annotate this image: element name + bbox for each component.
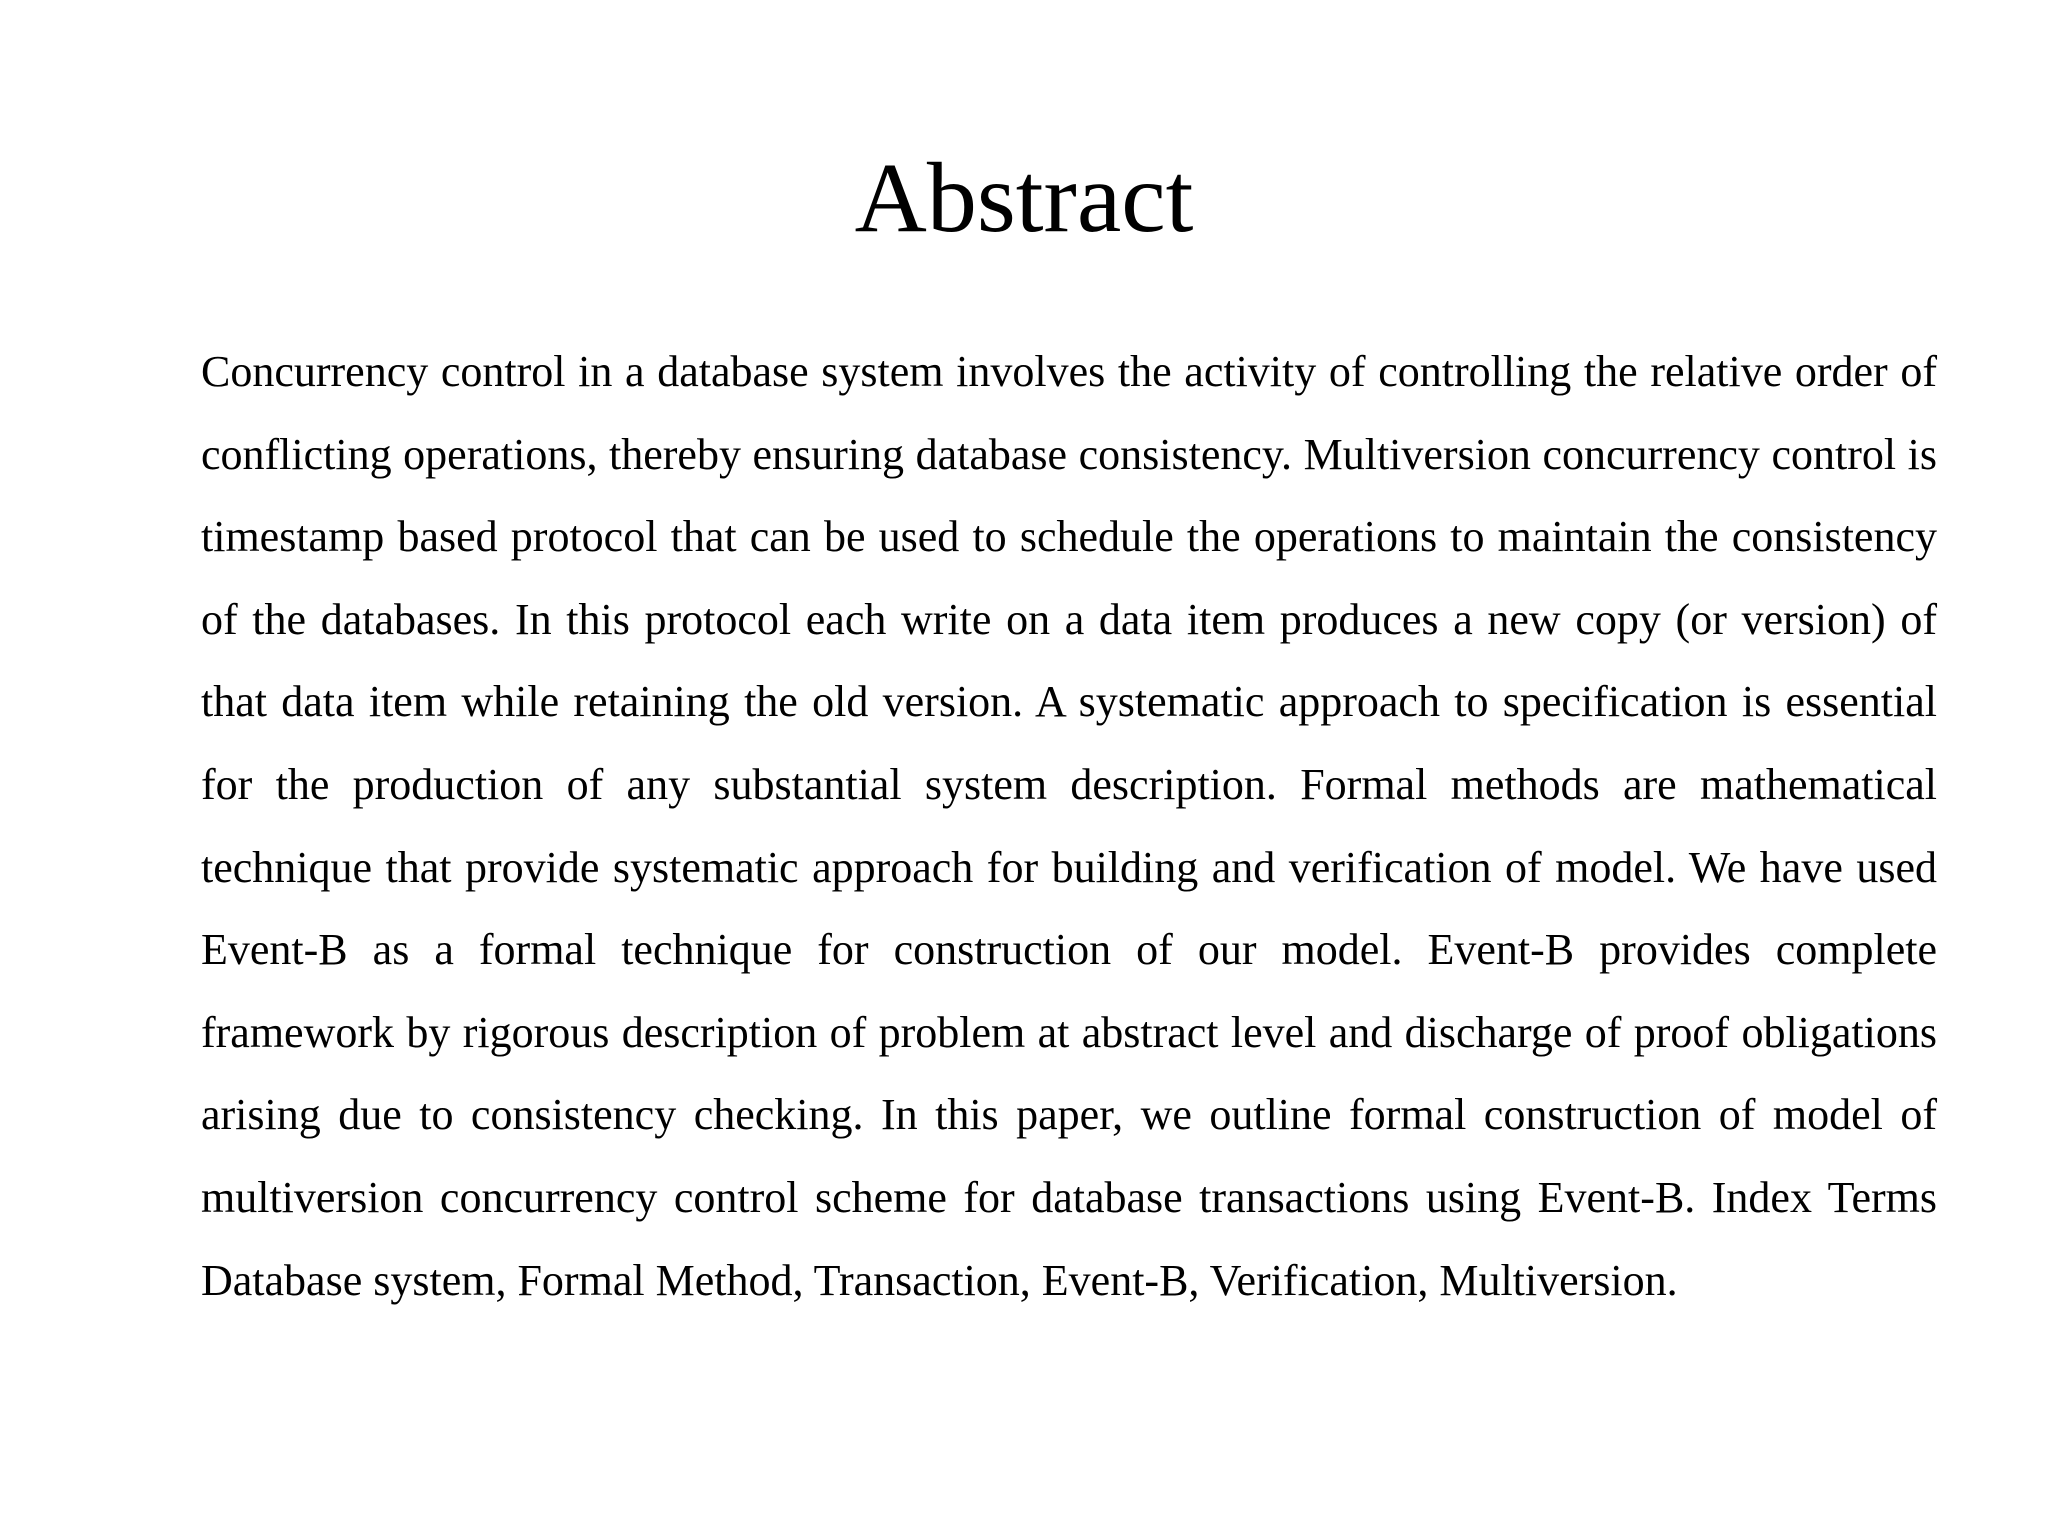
abstract-paragraph: Concurrency control in a database system involves the activity of controlling the relative order of conflicting operations, thereby ensuring database consistency. Multiversion concurrency control is timestamp based protocol that can be used to schedule the operations to maintain the consistency of the databases. In this protocol each write on a data item produces a new copy (or version) of that data item while retaining the old version. A systematic approach to specification is essential for the production of any substantial system description. Formal methods are mathematical technique that provide systematic approach for building and verification of model. We have used Event-B as a formal technique for construction of our model. Event-B provides complete framework by rigorous description of problem at abstract level and discharge of proof obligations arising due to consistency checking. In this paper, we outline formal construction of model of multiversion concurrency control scheme for database transactions using Event-B. Index Terms Database system, Formal Method, Transaction, Event-B, Verification, Multiversion. (201, 347, 1937, 1305)
abstract-heading: Abstract (854, 142, 1194, 253)
